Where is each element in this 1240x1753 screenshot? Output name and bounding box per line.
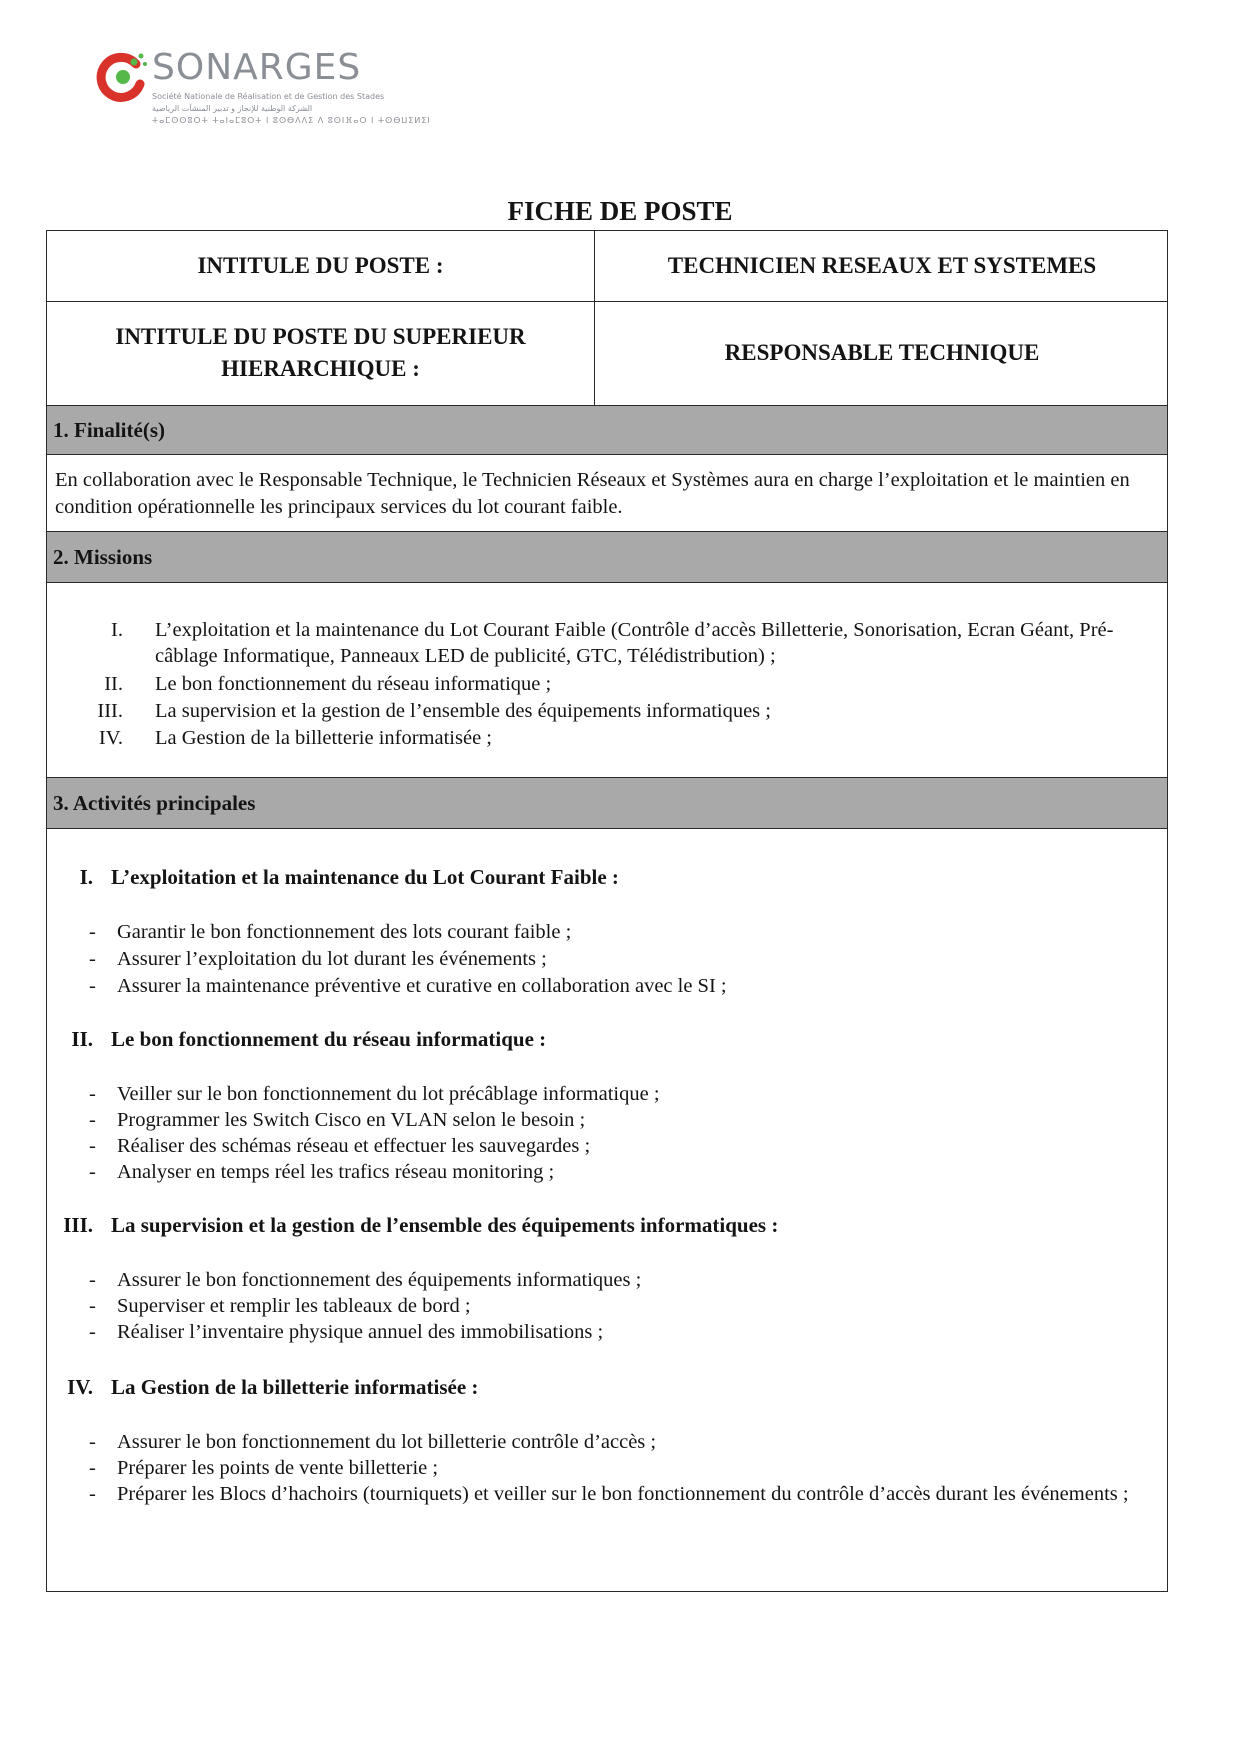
brand-subtitle-tifinagh: ⵜⴰⵎⵙⵙⵓⵔⵜ ⵜⴰⵏⴰⵎⵓⵔⵜ ⵏ ⵓⵙⴱⴷⴷⵉ ⴷ ⵓⵙⵏⴼⴰⵔ ⵏ ⵜⵙⴱⵡⵉⵍⵉⵏ bbox=[152, 116, 431, 125]
document-title: FICHE DE POSTE bbox=[507, 196, 733, 226]
brand-name: SONARGES bbox=[152, 47, 362, 88]
activity-group-title bbox=[47, 1213, 778, 1238]
section-finalite-heading: 1. Finalité(s) bbox=[47, 405, 1167, 455]
section-activites-heading: 3. Activités principales bbox=[47, 777, 1167, 829]
activity-group-label: La supervision et la gestion de l’ensemble des équipements informatiques : bbox=[111, 1213, 779, 1237]
job-title-row bbox=[47, 231, 1167, 301]
job-title-value: TECHNICIEN RESEAUX ET SYSTEMES bbox=[667, 253, 1097, 278]
superior-label-line1: INTITULE DU POSTE DU SUPERIEUR bbox=[115, 324, 526, 349]
activity-group-number: I. bbox=[79, 865, 93, 889]
brand-subtitle-fr: Société Nationale de Réalisation et de Gestion des Stades bbox=[152, 92, 385, 101]
section-missions-heading: 2. Missions bbox=[47, 531, 1167, 583]
mission-text: La supervision et la gestion de l’ensemble des équipements informatiques ; bbox=[155, 700, 771, 722]
mission-number: II. bbox=[104, 673, 123, 695]
brand-subtitle-ar: الشركة الوطنية للإنجاز و تدبير المنشآت الرياضية bbox=[152, 104, 313, 113]
activity-group-label: La Gestion de la billetterie informatisée : bbox=[111, 1375, 479, 1399]
activity-group-number: IV. bbox=[67, 1375, 93, 1399]
mission-number: I. bbox=[111, 619, 123, 641]
mission-text: Le bon fonctionnement du réseau informatique ; bbox=[155, 673, 552, 695]
job-sheet: INTITULE DU POSTE : TECHNICIEN RESEAUX ET SYSTEMES INTITULE DU POSTE DU SUPERIEUR HIERARCHIQUE : RESPONSABLE TECHNIQUE 1. Finalité(s) En collaboration avec le Responsable Technique, le Technicien Réseaux et Systèmes aura en charge l’exploitation et le maintien en condition opérationnelle les principaux services du lot courant faible. 2. Missions I. L’exploitation et la maintenance du Lot Courant Faible (Contrôle d’accès Billetterie, Sonorisation, Ecran Géant, Pré-câblage Informatique, Panneaux LED de publicité, GTC, Télédistribution) ; II. Le bon fonctionnement du réseau informatique ; III. La supervision et la gestion de l’ensemble des équipements informatiques ; IV. La Gestion de la billetterie informatisée ; 3. Activités principales I. L’exploitation et la maintenance du Lot Courant Faible : - Garantir le bon fonctionnement des lots courant faible ; - Assurer l’exploitation du lot durant les événements ; - Assurer la maintenance préventive et curative en collaboration avec le SI ; II. Le bon fonctionnement du réseau informatique : - Veiller sur le bon fonctionnement du lot précâblage informatique ; - Programmer les Switch Cisco en VLAN selon le besoin ; - Réaliser des schémas réseau et effectuer les sauvegardes ; - Analyser en temps réel les trafics réseau monitoring ; III. La supervision et la gestion de l’ensemble des équipements informatiques : - Assurer le bon fonctionnement des équipements informatiques ; - Superviser et remplir les tableaux de bord ; - Réaliser l’inventaire physique annuel des immobilisations ; IV. La Gestion de la billetterie informatisée : - Assurer le bon fonctionnement du lot billetterie contrôle d’accès ; - Préparer les points de vente billetterie ; - Préparer les Blocs d’hachoirs (tourniquets) et veiller sur le bon fonctionnement du contrôle d’accès durant les événements ; bbox=[46, 230, 1168, 1592]
mission-number: IV. bbox=[98, 727, 123, 749]
activity-group-number: II. bbox=[71, 1027, 93, 1051]
activity-group-label: Le bon fonctionnement du réseau informatique : bbox=[111, 1027, 547, 1051]
superior-value: RESPONSABLE TECHNIQUE bbox=[724, 340, 1040, 365]
finalite-text: En collaboration avec le Responsable Technique, le Technicien Réseaux et Systèmes aura en charge l’exploitation et le maintien en condition opérationnelle les principaux services du lot courant faible. bbox=[55, 469, 1130, 518]
activity-group-title bbox=[47, 1027, 546, 1052]
superior-label-line2: HIERARCHIQUE : bbox=[221, 356, 420, 381]
sonarges-logo bbox=[96, 44, 431, 134]
activity-group-number: III. bbox=[63, 1213, 93, 1237]
mission-text: La Gestion de la billetterie informatisée ; bbox=[155, 727, 492, 749]
activity-group-title bbox=[47, 865, 619, 890]
sonarges-logo-mark-icon bbox=[96, 50, 150, 104]
mission-text: L’exploitation et la maintenance du Lot Courant Faible (Contrôle d’accès Billetterie, Sonorisation, Ecran Géant, Pré-câblage Informatique, Panneaux LED de publicité, GTC, Télédistribution) ; bbox=[155, 619, 1114, 667]
activity-group-label: L’exploitation et la maintenance du Lot Courant Faible : bbox=[111, 865, 619, 889]
job-title-label: INTITULE DU POSTE : bbox=[47, 231, 595, 301]
superior-label bbox=[47, 301, 595, 405]
mission-number: III. bbox=[97, 700, 123, 722]
superior-row bbox=[47, 301, 1167, 405]
activity-group-title bbox=[47, 1375, 478, 1400]
